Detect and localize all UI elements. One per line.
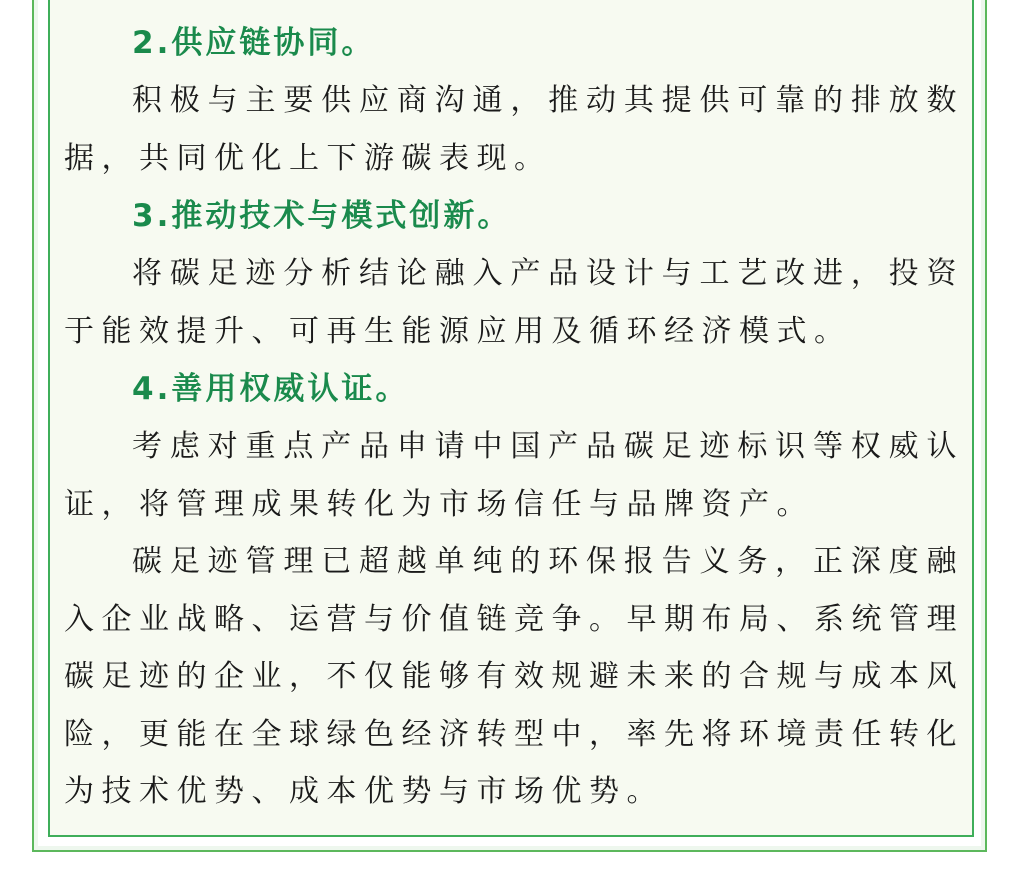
article-content [64, 14, 964, 821]
section-heading-supply-chain: 2.供应链协同。 [132, 25, 376, 61]
section-heading-certification: 4.善用权威认证。 [132, 371, 410, 407]
section-body-innovation: 将碳足迹分析结论融入产品设计与工艺改进，投资于能效提升、可再生能源应用及循环经济模式。 [64, 256, 964, 349]
section-body-certification: 考虑对重点产品申请中国产品碳足迹标识等权威认证，将管理成果转化为市场信任与品牌资产。 [64, 429, 964, 522]
section-heading-innovation: 3.推动技术与模式创新。 [132, 198, 512, 234]
closing-paragraph: 碳足迹管理已超越单纯的环保报告义务，正深度融入企业战略、运营与价值链竞争。早期布局、系统管理碳足迹的企业，不仅能够有效规避未来的合规与成本风险，更能在全球绿色经济转型中，率先将环境责任转化为技术优势、成本优势与市场优势。 [64, 544, 964, 809]
section-body-supply-chain: 积极与主要供应商沟通，推动其提供可靠的排放数据，共同优化上下游碳表现。 [64, 83, 964, 176]
